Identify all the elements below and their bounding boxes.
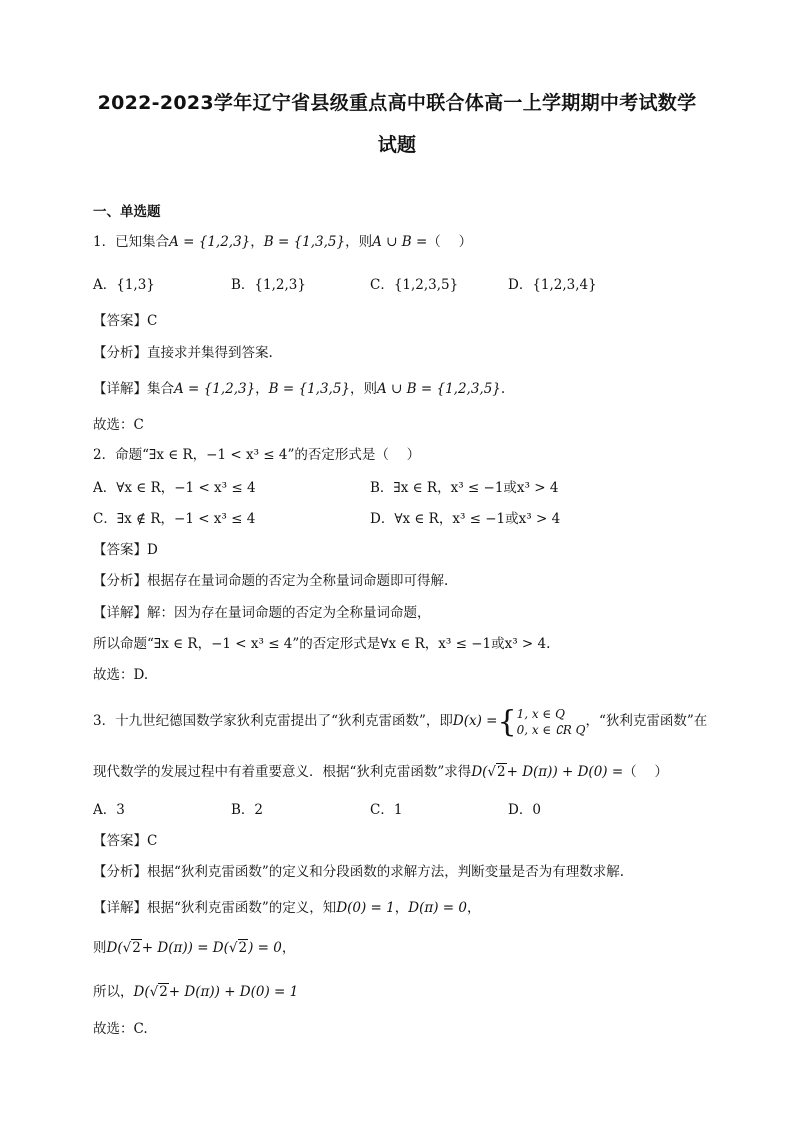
q3-detail-line2	[93, 939, 295, 957]
q3-conclusion: 故选：C.	[93, 1021, 148, 1037]
q3-cases	[517, 706, 586, 738]
q1-analysis-text: 直接求并集得到答案.	[147, 345, 273, 361]
analysis-label: 【分析】	[93, 864, 147, 880]
q2-option-b: B．∃x ∈ R，x³ ≤ −1或x³ > 4	[370, 480, 559, 496]
q3-detail-pre: 根据“狄利克雷函数”的定义，知	[147, 900, 337, 916]
q3-line2-sqrt: 2	[132, 940, 141, 956]
answer-label: 【答案】	[93, 313, 147, 329]
q1-sep: ，	[250, 234, 264, 250]
q3-expr-a: D(	[471, 764, 488, 780]
q2-stem	[93, 446, 420, 464]
q2-detail-2	[93, 635, 550, 653]
q3-option-a: A．3	[93, 802, 125, 818]
analysis-label: 【分析】	[93, 573, 147, 589]
q2-analysis-text: 根据存在量词命题的否定为全称量词命题即可得解.	[147, 573, 449, 589]
q1-conclusion: 故选：C	[93, 417, 144, 433]
q1-analysis	[93, 344, 273, 362]
brace-glyph: {	[497, 704, 517, 739]
q1-option-a: A．{1,3}	[93, 277, 155, 293]
q3-func: D(x) =	[452, 713, 498, 729]
q1-answer	[93, 312, 157, 330]
sqrt-symbol: √	[228, 940, 238, 956]
section-heading: 一、单选题	[93, 204, 161, 220]
q2-detail2-pre: 所以命题“	[93, 636, 154, 652]
q1-stem	[93, 233, 472, 251]
q3-line3-a: D(	[133, 984, 150, 1000]
q3-option-d: D．0	[508, 802, 541, 818]
q3-stem-pre: 3．十九世纪德国数学家狄利克雷提出了“狄利克雷函数”，即	[93, 713, 453, 729]
doc-title-line2: 试题	[377, 134, 417, 156]
q3-line3-b: + D(π)) + D(0) = 1	[168, 984, 299, 1000]
q3-line3-sqrt: 2	[159, 984, 168, 1000]
q1-option-d: D．{1,2,3,4}	[508, 277, 597, 293]
q2-stem-pre: 2．命题“	[93, 447, 149, 463]
q3-piecewise	[497, 703, 585, 741]
q3-analysis-text: 根据“狄利克雷函数”的定义和分段函数的求解方法，判断变量是否为有理数求解.	[147, 864, 625, 880]
q3-answer	[93, 832, 157, 850]
q2-option-c: C．∃x ∉ R，−1 < x³ ≤ 4	[93, 511, 256, 527]
q1-detail-end: .	[500, 381, 506, 397]
q2-analysis	[93, 572, 448, 590]
sqrt-symbol: √	[122, 940, 132, 956]
q2-detail2-end: .	[546, 636, 551, 652]
q2-stem-post: ”的否定形式是（ ）	[287, 447, 421, 463]
q2-stem-math: ∃x ∈ R，−1 < x³ ≤ 4	[149, 447, 288, 463]
sqrt-symbol: √	[149, 984, 159, 1000]
q3-line2-a: D(	[106, 940, 123, 956]
q1-stem-post: （ ）	[427, 234, 473, 250]
q3-line2-pre-text: 则	[93, 940, 107, 956]
q2-detail-text: 解：因为存在量词命题的否定为全称量词命题，	[147, 605, 431, 621]
sqrt-symbol: √	[487, 764, 497, 780]
q3-detail-m2: D(π) = 0	[408, 900, 467, 916]
q3-answer-value: C	[147, 833, 158, 849]
q3-line2-post: （ ）	[623, 764, 668, 780]
q1-detail-b: B = {1,3,5}	[268, 381, 351, 397]
q3-stem-post: ，“狄利克雷函数”在	[585, 713, 708, 729]
q3-stem	[93, 702, 707, 740]
q3-expr-b: + D(π)) + D(0) =	[506, 764, 624, 780]
q1-stem-pre: 1．已知集合	[93, 234, 170, 250]
doc-title-line1: 2022-2023学年辽宁省县级重点高中联合体高一上学期期中考试数学	[97, 92, 697, 114]
q1-set-b: B = {1,3,5}	[263, 234, 346, 250]
analysis-label: 【分析】	[93, 345, 147, 361]
q3-detail-line3	[93, 983, 298, 1001]
q2-option-a: A．∀x ∈ R，−1 < x³ ≤ 4	[93, 480, 256, 496]
q1-detail-pre: 集合	[147, 381, 174, 397]
q1-detail-expr: A ∪ B = {1,2,3,5}	[377, 381, 501, 397]
q3-detail-sep: ，	[394, 900, 409, 916]
q3-option-c: C．1	[370, 802, 403, 818]
q1-answer-value: C	[147, 313, 158, 329]
q3-detail	[93, 899, 480, 917]
answer-label: 【答案】	[93, 833, 147, 849]
q3-line2-pre: 现代数学的发展过程中有着重要意义．根据“狄利克雷函数”求得	[93, 764, 472, 780]
q3-line2-b: + D(π)) = D(	[141, 940, 229, 956]
q2-answer-value: D	[147, 542, 158, 558]
q2-detail2-mid: ”的否定形式是	[292, 636, 381, 652]
q1-detail	[93, 380, 505, 398]
detail-label: 【详解】	[93, 381, 147, 397]
q1-stem-mid: ，则	[345, 234, 373, 250]
q3-line3-pre: 所以，	[93, 984, 134, 1000]
q3-stem-line2	[93, 763, 668, 781]
q3-line2-end: ，	[281, 940, 296, 956]
q2-detail	[93, 604, 431, 622]
q2-answer	[93, 541, 158, 559]
q3-analysis	[93, 863, 624, 881]
answer-label: 【答案】	[93, 542, 147, 558]
q3-option-b: B．2	[231, 802, 264, 818]
q3-line2-sqrt2: 2	[238, 940, 248, 956]
q3-detail-end: ，	[466, 900, 481, 916]
q1-detail-a: A = {1,2,3}	[174, 381, 256, 397]
q1-detail-sep: ，	[255, 381, 269, 397]
q2-detail2-math: ∃x ∈ R，−1 < x³ ≤ 4	[153, 636, 293, 652]
q1-option-c: C．{1,2,3,5}	[370, 277, 459, 293]
q3-line2-c: ) = 0	[248, 940, 282, 956]
q1-detail-mid: ，则	[350, 381, 378, 397]
q2-conclusion: 故选：D.	[93, 667, 149, 683]
q1-set-a: A = {1,2,3}	[169, 234, 251, 250]
detail-label: 【详解】	[93, 900, 147, 916]
q1-option-b: B．{1,2,3}	[231, 277, 306, 293]
detail-label: 【详解】	[93, 605, 147, 621]
q3-case-2: 0, x ∈ ∁R Q	[516, 723, 586, 737]
q2-option-d: D．∀x ∈ R，x³ ≤ −1或x³ > 4	[370, 511, 561, 527]
q2-detail2-math2: ∀x ∈ R，x³ ≤ −1或x³ > 4	[380, 636, 547, 652]
q3-expr-sqrt: 2	[497, 764, 506, 780]
q1-expr: A ∪ B =	[372, 234, 428, 250]
q3-detail-m1: D(0) = 1	[336, 900, 395, 916]
q3-case-1: 1, x ∈ Q	[516, 707, 565, 721]
